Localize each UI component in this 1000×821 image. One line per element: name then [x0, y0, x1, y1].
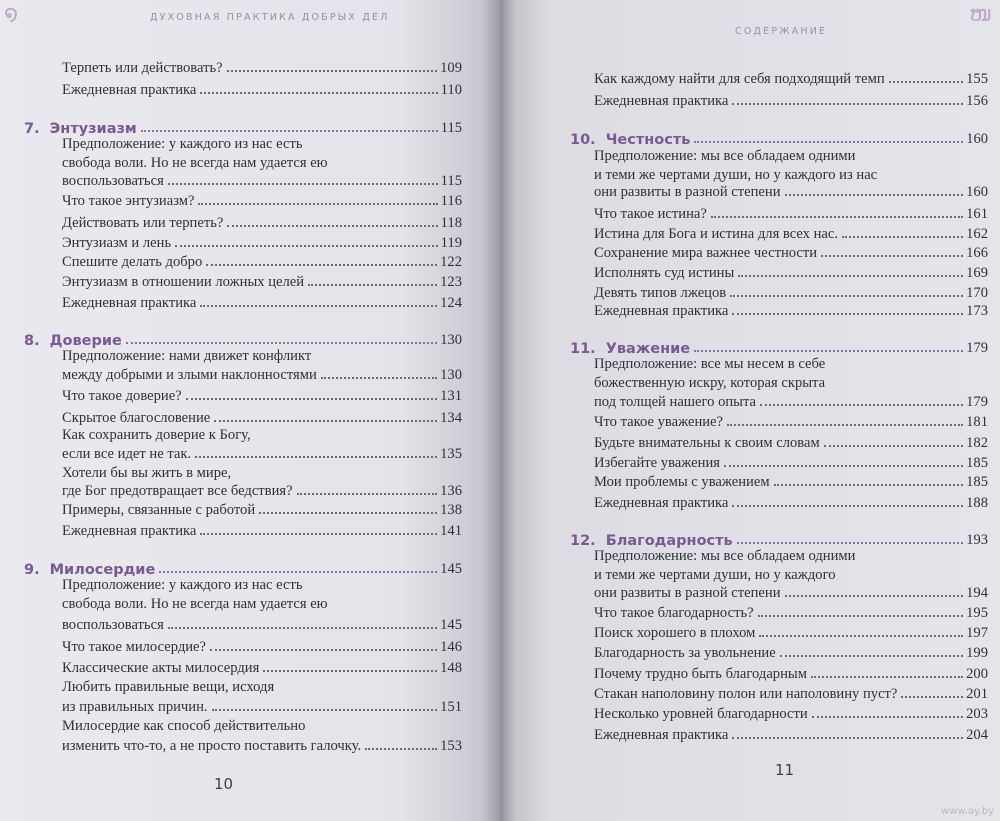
chapter-title: Честность — [605, 132, 691, 148]
page-ref: 141 — [440, 523, 462, 539]
page-ref: 204 — [966, 727, 988, 743]
page-ref: 185 — [966, 474, 988, 490]
toc-entry — [594, 240, 988, 262]
entry-title: Предположение: все мы несем в себе — [594, 356, 826, 372]
page-ref: 130 — [440, 332, 462, 348]
page-ref: 148 — [440, 660, 462, 676]
ornament-swirl-icon: ໑ — [4, 2, 19, 27]
dot-leader — [259, 512, 437, 514]
page-ref: 199 — [966, 645, 988, 661]
toc-entry — [594, 722, 988, 744]
page-ref: 115 — [440, 173, 462, 189]
toc-entry — [62, 612, 462, 634]
toc-entry — [62, 634, 462, 656]
entry-title: Предположение: нами движет конфликт — [62, 348, 312, 364]
watermark: www.ay.by — [941, 806, 994, 817]
entry-title: Действовать или терпеть? — [62, 215, 224, 231]
page-ref: 200 — [966, 666, 988, 682]
page-ref: 109 — [440, 60, 462, 76]
toc-entry — [62, 77, 462, 99]
dot-leader — [785, 194, 964, 196]
entry-title: Ежедневная практика — [594, 93, 729, 109]
page-number: 10 — [214, 775, 234, 793]
entry-title: Как сохранить доверие к Богу, — [62, 427, 251, 443]
entry-title: Хотели бы вы жить в мире, — [62, 465, 232, 481]
dot-leader — [785, 595, 964, 597]
dot-leader — [297, 493, 438, 495]
toc-entry — [594, 490, 988, 512]
page-ref: 201 — [966, 686, 988, 702]
page-ref: 135 — [440, 446, 462, 462]
page-ref: 145 — [440, 561, 462, 577]
dot-leader — [200, 92, 437, 94]
page-ref: 156 — [966, 93, 988, 109]
toc-entry — [62, 210, 462, 232]
page-ref: 130 — [440, 367, 462, 383]
page-ref: 115 — [440, 120, 462, 136]
entry-title: из правильных причин. — [62, 699, 208, 715]
dot-leader — [727, 424, 963, 426]
page-ref: 173 — [966, 303, 988, 319]
page-ref: 188 — [966, 495, 988, 511]
toc-entry — [62, 188, 462, 210]
page-ref: 193 — [966, 532, 988, 548]
entry-title: Как каждому найти для себя подходящий темп — [594, 71, 885, 87]
dot-leader — [195, 456, 437, 458]
toc-entry — [594, 620, 988, 642]
dot-leader — [732, 103, 963, 105]
page-number: 11 — [775, 761, 795, 779]
dot-leader — [321, 377, 437, 379]
entry-title: они развиты в разной степени — [594, 585, 781, 601]
toc-entry — [594, 66, 988, 88]
dot-leader — [168, 627, 437, 629]
toc-entry — [594, 640, 988, 662]
dot-leader — [212, 709, 438, 711]
entry-title: Ежедневная практика — [594, 727, 729, 743]
dot-leader — [186, 398, 437, 400]
toc-entry — [62, 168, 462, 190]
page-ref: 160 — [966, 184, 988, 200]
entry-title: Предположение: у каждого из нас есть — [62, 577, 303, 593]
dot-leader — [842, 236, 963, 238]
page-ref: 194 — [966, 585, 988, 601]
entry-title: Ежедневная практика — [62, 295, 197, 311]
toc-entry — [62, 591, 328, 613]
page-ref: 151 — [440, 699, 462, 715]
page-ref: 160 — [966, 131, 988, 147]
toc-entry — [594, 389, 988, 411]
toc-entry — [594, 260, 988, 282]
toc-entry — [594, 681, 988, 703]
dot-leader — [758, 615, 964, 617]
dot-leader — [811, 676, 963, 678]
page-ref: 110 — [440, 82, 462, 98]
toc-entry — [62, 674, 274, 696]
entry-title: Что такое милосердие? — [62, 639, 207, 655]
toc-entry — [62, 497, 462, 519]
toc-entry — [594, 701, 988, 723]
entry-title: Будьте внимательны к своим словам — [594, 435, 820, 451]
page-ref: 123 — [440, 274, 462, 290]
chapter-title: Милосердие — [49, 562, 156, 578]
entry-title: Что такое уважение? — [594, 414, 724, 430]
toc-entry — [594, 298, 988, 320]
entry-title: где Бог предотвращает все бедствия? — [62, 483, 293, 499]
toc-entry — [594, 430, 988, 452]
toc-entry — [594, 201, 988, 223]
entry-title: под толщей нашего опыта — [594, 394, 757, 410]
page-ref: 170 — [966, 285, 988, 301]
dot-leader — [759, 635, 963, 637]
page-ref: 134 — [440, 410, 462, 426]
toc-entry — [62, 713, 305, 735]
running-head: ДУХОВНАЯ ПРАКТИКА ДОБРЫХ ДЕЛ — [150, 12, 390, 23]
dot-leader — [200, 305, 437, 307]
page-ref: 118 — [440, 215, 462, 231]
entry-title: Ежедневная практика — [594, 303, 729, 319]
page-ref: 153 — [440, 738, 462, 754]
dot-leader — [732, 505, 963, 507]
entry-title: они развиты в разной степени — [594, 184, 781, 200]
toc-entry — [62, 383, 462, 405]
dot-leader — [365, 748, 437, 750]
dot-leader — [812, 716, 963, 718]
dot-leader — [732, 313, 963, 315]
entry-title: Ежедневная практика — [62, 82, 197, 98]
entry-title: Сохранение мира важнее честности — [594, 245, 818, 261]
dot-leader — [730, 295, 963, 297]
entry-title: божественную искру, которая скрыта — [594, 375, 826, 391]
page-ref: 155 — [966, 71, 988, 87]
entry-title: Ежедневная практика — [62, 523, 197, 539]
dot-leader — [263, 670, 437, 672]
dot-leader — [206, 264, 437, 266]
page-ref: 185 — [966, 455, 988, 471]
dot-leader — [821, 255, 963, 257]
page-ref: 169 — [966, 265, 988, 281]
entry-title: Ежедневная практика — [594, 495, 729, 511]
entry-title: Благодарность за увольнение — [594, 645, 776, 661]
dot-leader — [175, 245, 438, 247]
entry-title: Что такое энтузиазм? — [62, 193, 195, 209]
dot-leader — [200, 533, 437, 535]
page-ref: 181 — [966, 414, 988, 430]
page-ref: 146 — [440, 639, 462, 655]
entry-title: Поиск хорошего в плохом — [594, 625, 756, 641]
entry-title: Примеры, связанные с работой — [62, 502, 256, 518]
entry-title: и теми же чертами души, но у каждого из нас — [594, 167, 878, 183]
toc-entry — [62, 362, 462, 384]
page-ref: 124 — [440, 295, 462, 311]
chapter-number: 7. — [24, 121, 40, 137]
dot-leader — [824, 445, 963, 447]
chapter-title: Энтузиазм — [49, 121, 137, 137]
dot-leader — [308, 284, 437, 286]
chapter-number: 10. — [570, 132, 596, 148]
page-ref: 197 — [966, 625, 988, 641]
entry-title: Спешите делать добро — [62, 254, 203, 270]
page-ref: 131 — [440, 388, 462, 404]
entry-title: Любить правильные вещи, исходя — [62, 679, 275, 695]
entry-title: Предположение: мы все обладаем одними — [594, 148, 856, 164]
entry-title: Скрытое благословение — [62, 410, 211, 426]
entry-title: Избегайте уважения — [594, 455, 720, 471]
entry-title: Несколько уровней благодарности — [594, 706, 808, 722]
toc-entry — [594, 600, 988, 622]
page-ref: 179 — [966, 394, 988, 410]
entry-title: и теми же чертами души, но у каждого — [594, 567, 836, 583]
dot-leader — [168, 183, 438, 185]
chapter-number: 8. — [24, 333, 40, 349]
entry-title: изменить что-то, а не просто поставить галочку. — [62, 738, 362, 754]
entry-title: если все идет не так. — [62, 446, 192, 462]
entry-title: Классические акты милосердия — [62, 660, 260, 676]
dot-leader — [889, 81, 963, 83]
page-ref: 122 — [440, 254, 462, 270]
page-ref: 162 — [966, 226, 988, 242]
entry-title: Что такое истина? — [594, 206, 707, 222]
page-ref: 145 — [440, 617, 462, 633]
page-ref: 136 — [440, 483, 462, 499]
entry-title: Энтузиазм и лень — [62, 235, 172, 251]
entry-title: Мои проблемы с уважением — [594, 474, 770, 490]
dot-leader — [760, 404, 963, 406]
entry-title: Что такое благодарность? — [594, 605, 754, 621]
running-head: СОДЕРЖАНИЕ — [735, 26, 828, 37]
toc-entry — [594, 469, 988, 491]
chapter-number: 12. — [570, 533, 596, 549]
chapter-title: Благодарность — [605, 533, 733, 549]
toc-entry — [594, 88, 988, 110]
dot-leader — [901, 696, 963, 698]
dot-leader — [732, 737, 963, 739]
entry-title: Стакан наполовину полон или наполовину пуст? — [594, 686, 898, 702]
entry-title: Исполнять суд истины — [594, 265, 735, 281]
ornament-swirl-icon: ໜ — [969, 2, 992, 27]
page-ref: 161 — [966, 206, 988, 222]
page-ref: 116 — [440, 193, 462, 209]
toc-entry — [62, 733, 462, 755]
dot-leader — [738, 275, 963, 277]
chapter-number: 9. — [24, 562, 40, 578]
page-ref: 119 — [440, 235, 462, 251]
entry-title: между добрыми и злыми наклонностями — [62, 367, 317, 383]
dot-leader — [227, 70, 437, 72]
dot-leader — [227, 225, 437, 227]
page-ref: 182 — [966, 435, 988, 451]
entry-title: Девять типов лжецов — [594, 285, 727, 301]
chapter-title: Уважение — [605, 341, 691, 357]
toc-entry — [594, 409, 988, 431]
entry-title: Энтузиазм в отношении ложных целей — [62, 274, 305, 290]
dot-leader — [210, 649, 437, 651]
page-ref: 138 — [440, 502, 462, 518]
entry-title: Милосердие как способ действительно — [62, 718, 306, 734]
toc-entry — [62, 249, 462, 271]
right-page — [500, 0, 1000, 821]
entry-title: свобода воли. Но не всегда нам удается ею — [62, 596, 328, 612]
entry-title: Предположение: мы все обладаем одними — [594, 548, 856, 564]
toc-entry — [62, 290, 462, 312]
entry-title: воспользоваться — [62, 173, 164, 189]
dot-leader — [198, 203, 437, 205]
entry-title: Терпеть или действовать? — [62, 60, 223, 76]
toc-entry — [62, 269, 462, 291]
entry-title: Почему трудно быть благодарным — [594, 666, 807, 682]
dot-leader — [774, 484, 964, 486]
entry-title: Предположение: у каждого из нас есть — [62, 136, 303, 152]
toc-entry — [62, 518, 462, 540]
entry-title: свобода воли. Но не всегда нам удается ею — [62, 155, 328, 171]
entry-title: воспользоваться — [62, 617, 164, 633]
entry-title: Что такое доверие? — [62, 388, 182, 404]
toc-entry — [594, 661, 988, 683]
dot-leader — [711, 216, 963, 218]
toc-entry — [594, 179, 988, 201]
dot-leader — [780, 655, 963, 657]
chapter-number: 11. — [570, 341, 596, 357]
page-ref: 203 — [966, 706, 988, 722]
chapter-title: Доверие — [49, 333, 122, 349]
page-ref: 166 — [966, 245, 988, 261]
entry-title: Истина для Бога и истина для всех нас. — [594, 226, 839, 242]
dot-leader — [724, 465, 963, 467]
toc-entry — [594, 580, 988, 602]
toc-entry — [62, 55, 462, 77]
page-ref: 179 — [966, 340, 988, 356]
page-ref: 195 — [966, 605, 988, 621]
